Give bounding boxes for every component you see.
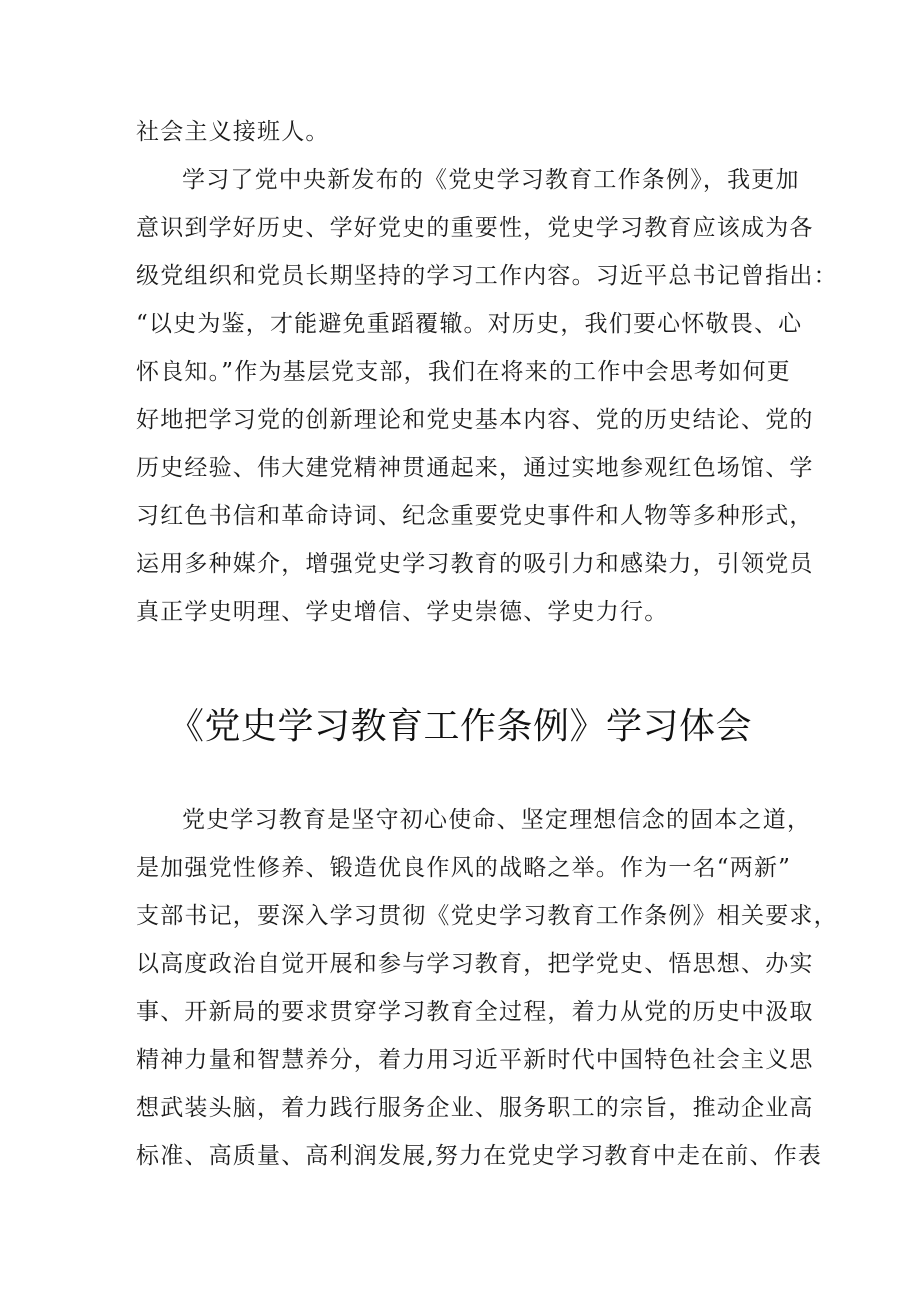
paragraph-block-2 [136,796,838,1180]
paragraph-line: 学习了党中央新发布的《党史学习教育工作条例》，我更加 [182,167,800,193]
paragraph-line: 好地把学习党的创新理论和党史基本内容、党的历史结论、党的 [136,407,814,433]
paragraph-line: 标准、高质量、高利润发展,努力在党史学习教育中走在前、作表 [136,1143,823,1169]
paragraph-line: 级党组织和党员长期坚持的学习工作内容。习近平总书记曾指出： [136,263,838,289]
paragraph-line: 支部书记，要深入学习贯彻《党史学习教育工作条例》相关要求， [136,903,838,929]
paragraph-line: 党史学习教育是坚守初心使命、坚定理想信念的固本之道， [182,807,812,833]
document-title: 《党史学习教育工作条例》学习体会 [167,706,752,747]
paragraph-line: 习红色书信和革命诗词、纪念重要党史事件和人物等多种形式， [136,503,814,529]
paragraph-line: 精神力量和智慧养分，着力用习近平新时代中国特色社会主义思 [136,1047,814,1073]
paragraph-line: 怀良知。”作为基层党支部，我们在将来的工作中会思考如何更 [136,359,791,385]
paragraph-line: 运用多种媒介，增强党史学习教育的吸引力和感染力，引领党员 [136,551,814,577]
paragraph-line: 社会主义接班人。 [136,119,330,145]
paragraph-line: 意识到学好历史、学好党史的重要性，党史学习教育应该成为各 [136,215,814,241]
paragraph-block-1 [136,108,838,636]
paragraph-line: 事、开新局的要求贯穿学习教育全过程，着力从党的历史中汲取 [136,999,814,1025]
paragraph-line: 以高度政治自觉开展和参与学习教育，把学党史、悟思想、办实 [136,951,814,977]
paragraph-line: 想武装头脑，着力践行服务企业、服务职工的宗旨，推动企业高 [136,1095,814,1121]
paragraph-line: 是加强党性修养、锻造优良作风的战略之举。作为一名“两新” [136,855,792,881]
paragraph-line: “以史为鉴，才能避免重蹈覆辙。对历史，我们要心怀敬畏、心 [136,311,803,337]
paragraph-line: 历史经验、伟大建党精神贯通起来，通过实地参观红色场馆、学 [136,455,814,481]
paragraph-line: 真正学史明理、学史增信、学史崇德、学史力行。 [136,599,669,625]
